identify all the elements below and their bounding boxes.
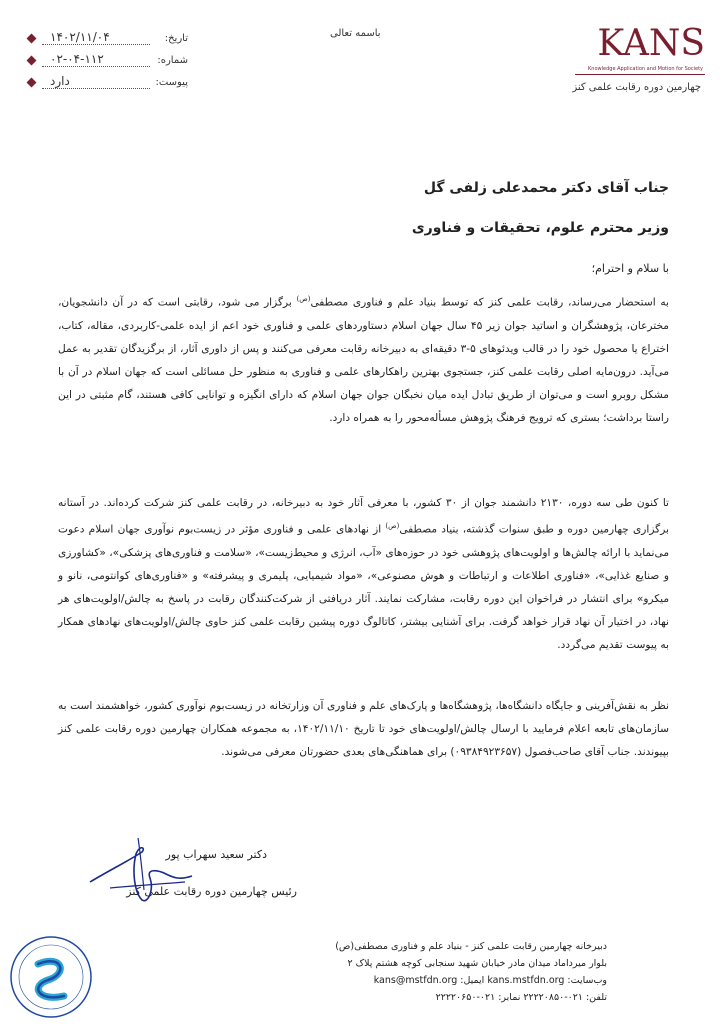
number-label: شماره: bbox=[157, 55, 188, 66]
footer-org: دبیرخانه چهارمین رقابت علمی کنز - بنیاد علم و فناوری مصطفی(ص) bbox=[335, 941, 607, 952]
logo-tagline: Knowledge Application and Motion for Society bbox=[588, 66, 703, 72]
park-stamp-logo-icon bbox=[8, 934, 94, 1020]
paragraph-3: نظر به نقش‌آفرینی و جایگاه دانشگاه‌ها، پژوهشگاه‌ها و پارک‌های علم و فناوری آن وزارتخانه در زیست‌بوم نوآوری کشور، خواهشمند است به سازمان‌های تابعه اعلام فرمایید با ارسال چالش/اولویت‌های خود تا تاریخ ۱۴۰۲/۱۱/۱۰، به مجموعه همکاران چهارمین دوره رقابت علمی کنز بپیوندند. جناب آقای صاحب‌فصول (۰۹۳۸۴۹۲۳۶۵۷) برای هماهنگی‌های بعدی حضورتان معرفی می‌شوند. bbox=[58, 700, 669, 758]
attachment-value: دارد bbox=[50, 74, 70, 88]
greeting: با سلام و احترام؛ bbox=[591, 262, 669, 275]
letter-meta bbox=[28, 30, 188, 96]
recipient-title: وزیر محترم علوم، تحقیقات و فناوری bbox=[411, 220, 669, 236]
letter-footer bbox=[307, 938, 607, 1006]
logo-divider bbox=[575, 74, 705, 75]
signatory-name: دکتر سعید سهراب پور bbox=[165, 848, 267, 861]
number-row bbox=[28, 52, 188, 74]
logo-subtitle: چهارمین دوره رقابت علمی کنز bbox=[572, 82, 701, 93]
date-row bbox=[28, 30, 188, 52]
logo-brand: KANS bbox=[597, 23, 705, 64]
footer-phone: تلفن: ۰۲۱-۲۲۲۲۰۸۵۰ نمابر: ۰۲۱-۲۲۲۲۰۶۵۰ bbox=[435, 992, 607, 1003]
diamond-bullet-icon bbox=[27, 56, 37, 66]
paragraph-1: به استحضار می‌رساند، رقابت علمی کنز که توسط بنیاد علم و فناوری مصطفی$^{(ص)}$ برگزار می شود، رقابتی است که در آن دانشجویان، مخترعان، پژوهشگران و اساتید جوان زیر ۴۵ سال جهان اسلام دستاوردهای علمی و فناوری خود اعم از ایده علمی-کاربردی، مقاله، کتاب، اختراع یا محصول خود را در قالب ویدئوهای ۵-۳ دقیقه‌ای به دبیرخانه رقابت معرفی می‌کنند و پس از داوری آثار، از برگزیدگان تقدیر به عمل می‌آید. درون‌مایه اصلی رقابت علمی کنز، جستجوی بهترین راهکارهای علمی و فناوری به منظور حل مسائلی است که جهان اسلام در آن با مشکل روبرو است و می‌توان از طریق تبادل ایده میان نخبگان جوان جهان اسلام که دارای انگیزه و توانایی کافی هستند، گام مثبتی در این راستا برداشت؛ بستری که ترویج فرهنگ پژوهش مسأله‌محور را به همراه دارد. bbox=[58, 295, 670, 424]
footer-address: بلوار میرداماد میدان مادر خیابان شهید سنجابی کوچه هشتم پلاک ۲ bbox=[347, 958, 607, 969]
attachment-label: پیوست: bbox=[155, 77, 188, 88]
recipient-name: جناب آقای دکتر محمدعلی زلفی گل bbox=[423, 180, 669, 196]
bismillah-heading: باسمه تعالی bbox=[330, 28, 381, 39]
date-value: ۱۴۰۲/۱۱/۰۴ bbox=[50, 30, 110, 44]
kans-logo bbox=[565, 22, 705, 114]
footer-web: وب‌سایت: kans.mstfdn.org ایمیل: kans@mstfdn.org bbox=[373, 975, 607, 986]
signatory-title: رئیس چهارمین دوره رقابت علمی کنز bbox=[126, 885, 297, 898]
handwritten-signature-icon bbox=[80, 830, 200, 910]
attachment-row bbox=[28, 74, 188, 96]
diamond-bullet-icon bbox=[27, 78, 37, 88]
diamond-bullet-icon bbox=[27, 34, 37, 44]
paragraph-2: تا کنون طی سه دوره، ۲۱۳۰ دانشمند جوان از ۳۰ کشور، با معرفی آثار خود به دبیرخانه، در رقابت علمی کنز شرکت کرده‌اند. در آستانه برگزاری چهارمین دوره و طبق سنوات گذشته، بنیاد مصطفی$^{(ص)}$ از نهادهای علمی و فناوری مؤثر در زیست‌بوم نوآوری جهان اسلام دعوت می‌نماید با ارائه چالش‌ها و اولویت‌های پژوهشی خود در حوزه‌های «آب، انرژی و محیط‌زیست»، «سلامت و فناوری‌های پزشکی»، «کشاورزی و صنایع غذایی»، «فناوری اطلاعات و ارتباطات و هوش مصنوعی»، «مواد شیمیایی، پلیمری و پیشرفته» و «فناوری‌های کوانتومی، نانو و میکرو» برای انتشار در فراخوان این دوره رقابت، مشارکت نمایند. آثار دریافتی از شرکت‌کنندگان رقابت در پاسخ به چالش/اولویت‌های هر نهاد، در اختیار آن نهاد قرار خواهد گرفت. برای آشنایی بیشتر، کاتالوگ دوره پیشین رقابت علمی کنز حاوی چالش/اولویت‌های نهادهای همکار به پیوست تقدیم می‌گردد. bbox=[58, 497, 670, 651]
number-value: ۰۲-۰۴-۱۱۲ bbox=[50, 52, 104, 66]
date-label: تاریخ: bbox=[164, 33, 188, 44]
